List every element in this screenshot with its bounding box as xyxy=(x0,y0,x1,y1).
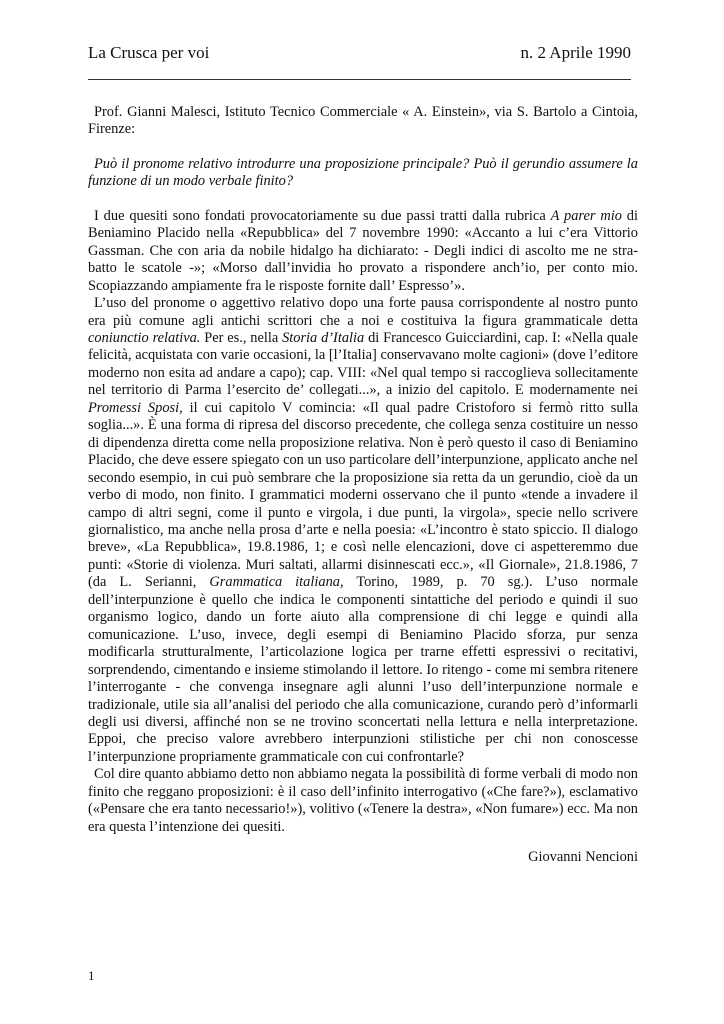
paragraph-1 xyxy=(88,208,638,295)
issue-date: n. 2 Aprile 1990 xyxy=(520,43,631,62)
p2-text-e: di Francesco Guicciardini, cap. I: «Nella quale felicità, acquistata con varie occasioni, la [l’Italia] conservavano molte cagioni» (dove l’editore moderno non esita ad andare a capo); cap. VIII: «Nel qual tempo si raccoglieva sollecitamente nel territorio di Parma l’esercito de’ collegati...», a inizio del capitolo. E modernamente nei xyxy=(88,329,638,399)
p2-italic-promessi: Promessi Sposi, xyxy=(88,399,183,416)
correspondent-line: Prof. Gianni Malesci, Istituto Tecnico Commerciale « A. Einstein», via S. Bartolo a Cintoia, Firenze: xyxy=(88,104,638,138)
p2-italic-storia: Storia d’Italia xyxy=(282,329,365,346)
page-header xyxy=(88,43,631,65)
p1-text-a: I due quesiti sono fondati provocatoriamente su due passi tratti dalla rubrica xyxy=(94,207,551,224)
publication-title: La Crusca per voi xyxy=(88,43,210,62)
p2-text-g: il cui capitolo V comincia: «Il qual padre Cristoforo si fermò ritto sulla soglia...». È una forma di ripresa del discorso precedente, che collega senza costituire un nesso di dipendenza diretta come nella proposizione relativa. Non è però questo il caso di Beniamino Placido, che deve essere spiegato con un uso particolare dell’interpunzione, applicato anche nel secondo esempio, in cui può sembrare che la proposizione sia retta da un gerundio, cioè da un verbo di modo, non finito. I grammatici moderni osservano che il punto «tende a invadere il campo di altri segni, come il punto e virgola, i due punti, la virgola», specie nello scrivere giornalistico, ma anche nella prosa d’arte e nella poesia: «L’incontro è stato spiccio. Il dialogo breve», «La Repubblica», 19.8.1986, 1; e così nelle elencazioni, dove ci aspetteremmo due punti: «Storie di violenza. Muri saltati, allarmi disinnescati ecc.», «Il Giornale», 21.8.1986, 7 (da L. Serianni, xyxy=(88,399,638,591)
paragraph-3: Col dire quanto abbiamo detto non abbiamo negata la possibilità di forme verbali di modo non finito che reggano proposizioni: è il caso dell’infinito interrogativo («Che fare?»), esclamativo («Pensare che era tanto necessario!»), volitivo («Tenere la destra», «Non fumare») ecc. Ma non era questa l’intenzione dei quesiti. xyxy=(88,766,638,835)
signature: Giovanni Nencioni xyxy=(528,849,638,866)
question-italic: Può il pronome relativo introdurre una proposizione principale? Può il gerundio assumere la funzione di un modo verbale finito? xyxy=(88,155,638,190)
page-number: 1 xyxy=(88,968,95,983)
paragraph-2 xyxy=(88,295,638,766)
question-text xyxy=(88,156,638,191)
p1-italic-rubric: A parer mio xyxy=(550,207,622,224)
p2-italic-coniunctio: coniunctio relativa. xyxy=(88,329,201,346)
header-rule xyxy=(88,79,631,80)
p2-text-c: Per es., nella xyxy=(200,329,283,346)
article-body xyxy=(88,104,638,867)
p2-text-a: L’uso del pronome o aggettivo relativo dopo una forte pausa corrispondente al nostro punto era più comune agli antichi scrittori che a noi e costituiva la figura grammaticale detta xyxy=(88,295,638,329)
p2-text-i: Torino, 1989, p. 70 sg.). L’uso normale dell’interpunzione è quello che indica le componenti sintattiche del periodo e quindi il suo organismo logico, dando un forte aiuto alla comprensione di chi legge e quindi alla comunicazione. L’uso, invece, degli esempi di Beniamino Placido sforza, pur senza modificarla strutturalmente, l’articolazione logica per trarne effetti espressivi o recitativi, sorprendendo, cimentando e insieme stimolando il lettore. Io ritengo - come mi sembra ritenere l’interrogante - che convenga insegnare agli alunni l’uso dell’interpunzione normale e tradizionale, utile sia all’analisi del periodo che alla comunicazione, curando però d’informarli degli usi diversi, affinché non se ne trovino sconcertati nella lettura e nella interpretazione. Eppoi, che preciso valore avrebbero interpunzioni stilistiche per chi non conoscesse l’interpunzione propriamente grammaticale con cui confrontarle? xyxy=(88,574,638,765)
p2-italic-grammatica: Grammatica italiana, xyxy=(209,574,344,591)
p1-text-c: di Beniamino Placido nella «Repubblica» del 7 novembre 1990: «Accanto a lui c’era Vittorio Gassman. Che con aria da nobile hidalgo ha dichiarato: - Degli indici di ascolto me ne stra-batto le scatole -»; «Morso dall’invidia ho provato a rispondere anch’io, per conto mio. Scopiazzando ampiamente fra le risposte fornite dall’ Espresso’». xyxy=(88,207,638,294)
spacer xyxy=(88,139,638,156)
spacer xyxy=(88,191,638,208)
